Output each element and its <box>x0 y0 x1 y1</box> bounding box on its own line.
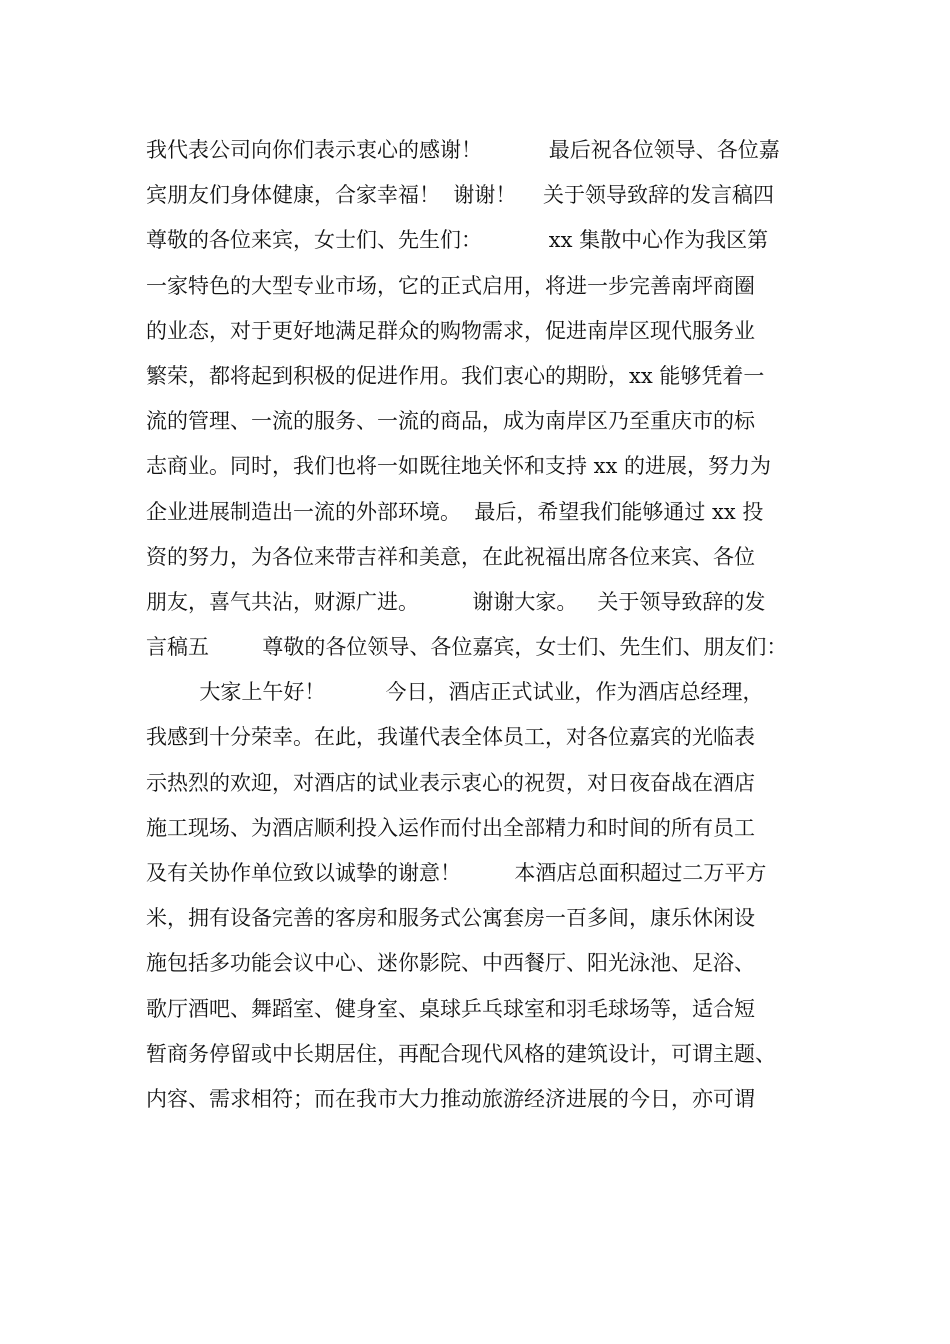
text-line: 宾朋友们身体健康，合家幸福！ 谢谢！ 关于领导致辞的发言稿四 <box>146 183 775 208</box>
text-line: 及有关协作单位致以诚挚的谢意！ 本酒店总面积超过二万平方 <box>146 861 767 885</box>
text-line: 资的努力，为各位来带吉祥和美意，在此祝福出席各位来宾、各位 <box>146 544 755 569</box>
text-line: 施工现场、为酒店顺利投入运作而付出全部精力和时间的所有员工 <box>146 815 755 840</box>
text-line: 流的管理、一流的服务、一流的商品，成为南岸区乃至重庆市的标 <box>146 409 755 434</box>
text-line: 我代表公司向你们表示衷心的感谢！ 最后祝各位领导、各位嘉 <box>146 138 780 162</box>
text-line: 米，拥有设备完善的客房和服务式公寓套房一百多间，康乐休闲设 <box>146 906 755 931</box>
text-line: 暂商务停留或中长期居住，再配合现代风格的建筑设计，可谓主题、 <box>146 1041 776 1066</box>
text-line: 大家上午好！ 今日，酒店正式试业，作为酒店总经理， <box>146 680 764 705</box>
text-line: 志商业。同时，我们也将一如既往地关怀和支持 xx 的进展，努力为 <box>146 454 772 479</box>
text-line: 朋友，喜气共沾，财源广进。 谢谢大家。 关于领导致辞的发 <box>146 589 766 614</box>
text-line: 言稿五 尊敬的各位领导、各位嘉宾，女士们、先生们、朋友们： <box>146 635 788 660</box>
body-text <box>146 128 836 1122</box>
text-line: 繁荣，都将起到积极的促进作用。我们衷心的期盼，xx 能够凭着一 <box>146 363 765 388</box>
text-line: 的业态，对于更好地满足群众的购物需求，促进南岸区现代服务业 <box>146 318 755 343</box>
text-line: 企业进展制造出一流的外部环境。 最后，希望我们能够通过 xx 投 <box>146 499 764 524</box>
text-line: 一家特色的大型专业市场，它的正式启用，将进一步完善南坪商圈 <box>146 273 755 298</box>
text-line: 我感到十分荣幸。在此，我谨代表全体员工，对各位嘉宾的光临表 <box>146 725 755 750</box>
text-line: 内容、需求相符；而在我市大力推动旅游经济进展的今日，亦可谓 <box>146 1086 755 1111</box>
text-line: 尊敬的各位来宾，女士们、先生们： xx 集散中心作为我区第 <box>146 228 769 253</box>
text-line: 歌厅酒吧、舞蹈室、健身室、桌球乒乓球室和羽毛球场等，适合短 <box>146 996 755 1021</box>
text-line: 示热烈的欢迎，对酒店的试业表示衷心的祝贺，对日夜奋战在酒店 <box>146 770 755 795</box>
text-line: 施包括多功能会议中心、迷你影院、中西餐厅、阳光泳池、足浴、 <box>146 951 755 976</box>
